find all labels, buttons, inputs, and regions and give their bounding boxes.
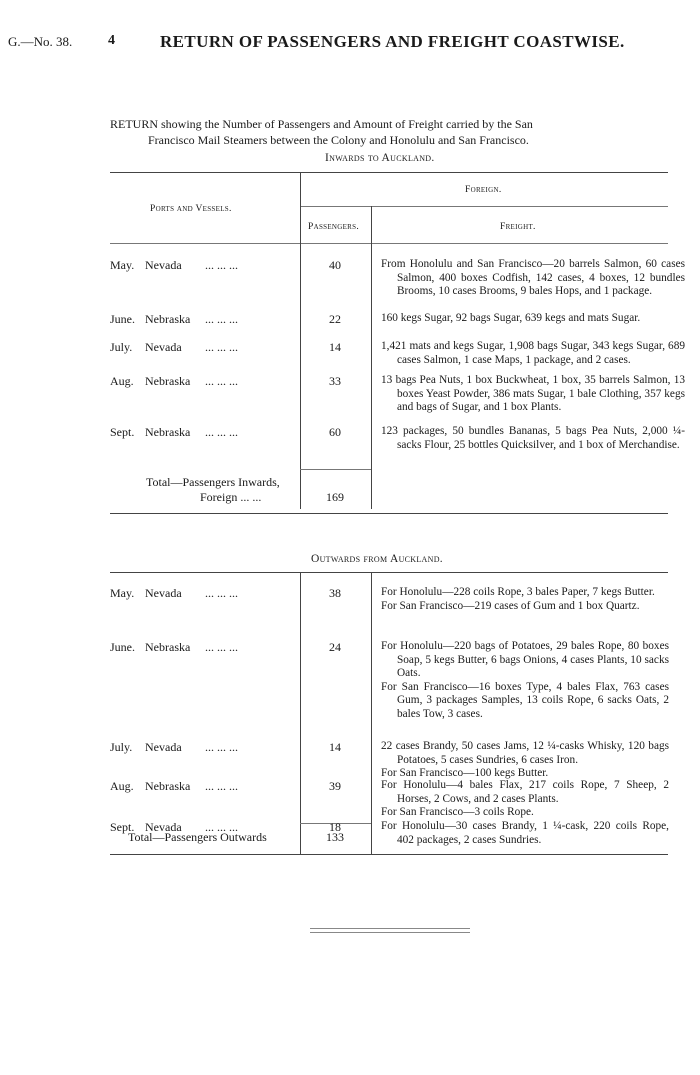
row-month: Sept. bbox=[110, 425, 135, 439]
inwards-section-title: Inwards to Auckland. bbox=[325, 152, 435, 164]
row-freight: 1,421 mats and kegs Sugar, 1,908 bags Sugar, 343 kegs Sugar, 689 cases Salmon, 1 case Maps, 1 package, and 2 cases. bbox=[381, 340, 685, 366]
freight-entry: For San Francisco—219 cases of Gum and 1 box Quartz. bbox=[381, 599, 640, 612]
page-title: RETURN OF PASSENGERS AND FREIGHT COASTWISE. bbox=[160, 32, 625, 51]
outwards-total-label: Total—Passengers Outwards bbox=[128, 830, 267, 844]
row-freight bbox=[381, 779, 669, 820]
end-rule-2 bbox=[310, 932, 470, 933]
row-passengers: 18 bbox=[329, 820, 341, 834]
row-dots: ... ... ... bbox=[205, 586, 238, 600]
row-vessel: Nevada bbox=[145, 740, 182, 754]
row-dots: ... ... ... bbox=[205, 779, 238, 793]
inwards-divider-2 bbox=[371, 206, 372, 509]
row-vessel: Nevada bbox=[145, 820, 182, 834]
row-passengers: 33 bbox=[329, 374, 341, 388]
row-dots: ... ... ... bbox=[205, 740, 238, 754]
col-foreign: Foreign. bbox=[465, 185, 502, 195]
inwards-total-label-2: Foreign ... ... bbox=[200, 490, 262, 504]
row-vessel: Nevada bbox=[145, 258, 182, 272]
document-code: G.—No. 38. bbox=[8, 34, 73, 49]
row-vessel: Nebraska bbox=[145, 374, 191, 388]
freight-entry: 22 cases Brandy, 50 cases Jams, 12 ¼-casks Whisky, 120 bags Potatoes, 5 cases Sundries, 6 cases Iron. bbox=[381, 740, 669, 766]
row-month: May. bbox=[110, 258, 135, 272]
row-passengers: 22 bbox=[329, 312, 341, 326]
row-vessel: Nebraska bbox=[145, 312, 191, 326]
outwards-total-value: 133 bbox=[326, 830, 344, 844]
outwards-bottom-rule bbox=[110, 854, 668, 855]
inwards-total-rule bbox=[300, 469, 371, 470]
intro-paragraph bbox=[110, 116, 670, 148]
freight-entry: For San Francisco—3 coils Rope. bbox=[381, 806, 534, 819]
row-month: June. bbox=[110, 312, 135, 326]
row-month: Aug. bbox=[110, 374, 134, 388]
row-month: July. bbox=[110, 740, 133, 754]
row-passengers: 14 bbox=[329, 740, 341, 754]
inwards-head-rule bbox=[110, 243, 668, 244]
row-dots: ... ... ... bbox=[205, 374, 238, 388]
row-freight bbox=[381, 640, 669, 722]
row-dots: ... ... ... bbox=[205, 640, 238, 654]
row-freight: From Honolulu and San Francisco—20 barrels Salmon, 60 cases Salmon, 400 boxes Codfish, 142 cases, 4 boxes, 12 bundles Brooms, 10 cases Brooms, 9 bales Hops, and 1 package. bbox=[381, 258, 685, 298]
outwards-section-title: Outwards from Auckland. bbox=[311, 553, 443, 565]
row-freight: 160 kegs Sugar, 92 bags Sugar, 639 kegs and mats Sugar. bbox=[381, 312, 641, 324]
row-month: Aug. bbox=[110, 779, 134, 793]
freight-entry: For Honolulu—220 bags of Potatoes, 29 bales Rope, 80 boxes Soap, 5 kegs Butter, 6 bags Onions, 4 cases Plants, 10 sacks Oats. bbox=[381, 640, 669, 680]
row-passengers: 39 bbox=[329, 779, 341, 793]
col-passengers: Passengers. bbox=[308, 222, 360, 232]
row-dots: ... ... ... bbox=[205, 258, 238, 272]
row-passengers: 40 bbox=[329, 258, 341, 272]
outwards-top-rule bbox=[110, 572, 668, 573]
row-freight bbox=[381, 820, 669, 847]
intro-line-2: Francisco Mail Steamers between the Colony and Honolulu and San Francisco. bbox=[148, 133, 529, 147]
inwards-top-rule bbox=[110, 172, 668, 173]
row-freight bbox=[381, 586, 669, 613]
row-vessel: Nebraska bbox=[145, 779, 191, 793]
end-rule-1 bbox=[310, 928, 470, 929]
inwards-total-label-1: Total—Passengers Inwards, bbox=[146, 475, 280, 489]
inwards-total-value: 169 bbox=[326, 490, 344, 504]
row-month: June. bbox=[110, 640, 135, 654]
row-passengers: 38 bbox=[329, 586, 341, 600]
freight-entry: For San Francisco—16 boxes Type, 4 bales Flax, 763 cases Gum, 3 packages Samples, 13 coils Rope, 6 sacks Oats, 2 bales Tow, 3 cases. bbox=[381, 680, 669, 720]
row-month: Sept. bbox=[110, 820, 135, 834]
row-passengers: 24 bbox=[329, 640, 341, 654]
row-vessel: Nebraska bbox=[145, 640, 191, 654]
inwards-bottom-rule bbox=[110, 513, 668, 514]
row-vessel: Nebraska bbox=[145, 425, 191, 439]
freight-entry: For Honolulu—30 cases Brandy, 1 ¼-cask, 220 coils Rope, 402 packages, 2 cases Sundries. bbox=[381, 820, 669, 846]
row-freight: 123 packages, 50 bundles Bananas, 5 bags Pea Nuts, 2,000 ¼-sacks Flour, 25 bottles Quicksilver, and 1 box of Merchandise. bbox=[381, 425, 685, 451]
col-ports-vessels: Ports and Vessels. bbox=[150, 204, 232, 214]
inwards-foreign-rule bbox=[300, 206, 668, 207]
freight-entry: For Honolulu—228 coils Rope, 3 bales Paper, 7 kegs Butter. bbox=[381, 586, 655, 598]
row-dots: ... ... ... bbox=[205, 425, 238, 439]
row-freight bbox=[381, 740, 669, 781]
row-dots: ... ... ... bbox=[205, 312, 238, 326]
row-passengers: 14 bbox=[329, 340, 341, 354]
freight-entry: For Honolulu—4 bales Flax, 217 coils Rope, 7 Sheep, 2 Horses, 2 Cows, and 2 cases Plants. bbox=[381, 779, 669, 805]
row-freight: 13 bags Pea Nuts, 1 box Buckwheat, 1 box, 35 barrels Salmon, 13 boxes Yeast Powder, 386 mats Sugar, 1 bale Clothing, 357 kegs and bags of Sugar, and 1 box Plants. bbox=[381, 374, 685, 414]
outwards-divider-1 bbox=[300, 572, 301, 854]
row-dots: ... ... ... bbox=[205, 340, 238, 354]
row-vessel: Nevada bbox=[145, 340, 182, 354]
row-vessel: Nevada bbox=[145, 586, 182, 600]
freight-entry: For San Francisco—100 kegs Butter. bbox=[381, 767, 549, 780]
col-freight: Freight. bbox=[500, 222, 536, 232]
row-month: May. bbox=[110, 586, 135, 600]
intro-line-1: RETURN showing the Number of Passengers and Amount of Freight carried by the San bbox=[110, 117, 533, 131]
row-passengers: 60 bbox=[329, 425, 341, 439]
page-number: 4 bbox=[108, 33, 115, 48]
row-month: July. bbox=[110, 340, 133, 354]
outwards-divider-2 bbox=[371, 572, 372, 854]
row-dots: ... ... ... bbox=[205, 820, 238, 834]
inwards-divider-1 bbox=[300, 172, 301, 509]
